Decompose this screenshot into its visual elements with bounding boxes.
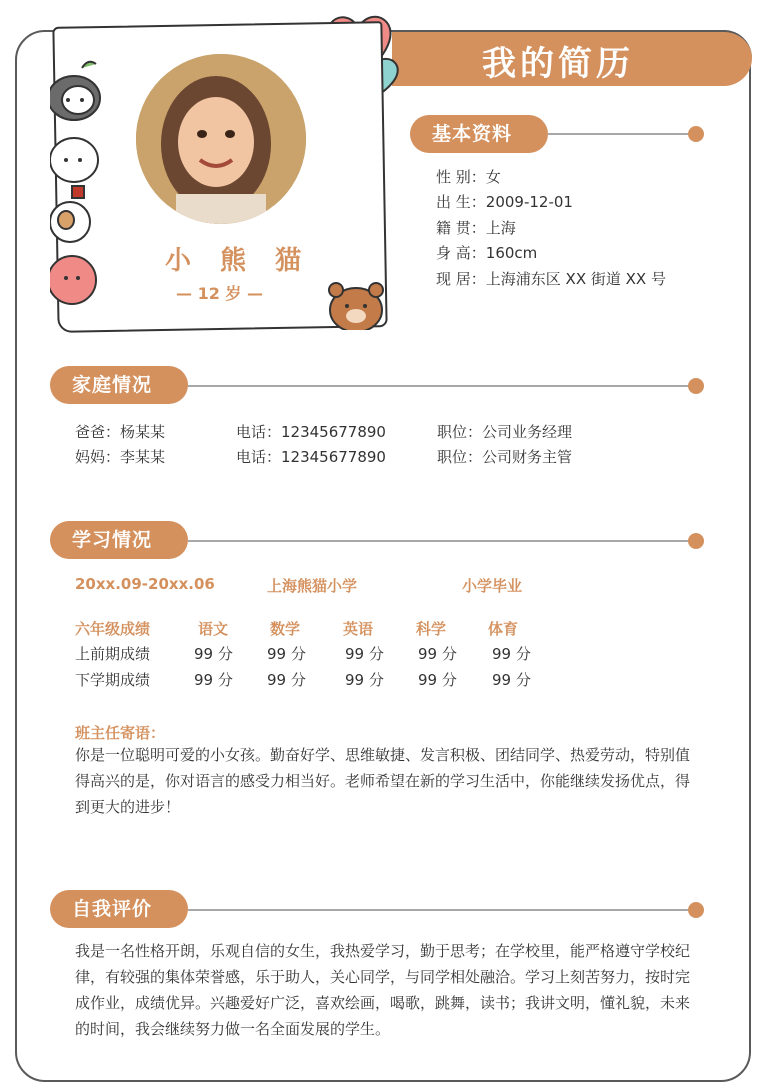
title-bar <box>392 30 752 86</box>
grade-row-1-pe: 99 分 <box>492 645 531 663</box>
grade-header-term: 六年级成绩 <box>75 620 151 638</box>
grade-row-1-english: 99 分 <box>345 645 384 663</box>
profile-photo <box>136 54 306 224</box>
family-mother-phone: 电话：12345677890 <box>236 448 386 466</box>
grade-row-2-term: 下学期成绩 <box>75 671 151 689</box>
grade-row-2-math: 99 分 <box>267 671 306 689</box>
grade-row-2-chinese: 99 分 <box>194 671 233 689</box>
basic-row-gender <box>436 166 501 187</box>
height-value: 160cm <box>485 244 538 262</box>
self-evaluation: 我是一名性格开朗，乐观自信的女生，我热爱学习，勤于思考；在学校里，能严格遵守学校纪律，有较强的集体荣誉感，乐于助人，关心同学，与同学相处融洽。学习上刻苦努力，按时完成作业，成绩优异。兴趣爱好广泛，喜欢绘画，喝歌，跳舞，读书；我讲文明，懂礼貌，未来的时间，我会继续努力做一名全面发展的学生。 <box>75 942 691 1038</box>
study-dot <box>688 533 704 549</box>
grade-header-pe: 体育 <box>488 620 519 638</box>
basic-row-origin <box>436 217 516 238</box>
grade-row-1-term: 上前期成绩 <box>75 645 151 663</box>
profile-name: 小 熊 猫 <box>165 246 312 276</box>
basic-row-birth <box>436 191 573 212</box>
grade-row-2-pe: 99 分 <box>492 671 531 689</box>
page-title: 我的简历 <box>482 44 634 84</box>
grade-header-science: 科学 <box>416 620 447 638</box>
birth-label: 出 生： <box>436 193 486 211</box>
study-divider <box>188 540 690 542</box>
grade-header-chinese: 语文 <box>198 620 229 638</box>
study-heading: 学习情况 <box>50 521 188 559</box>
study-status: 小学毕业 <box>462 577 523 595</box>
study-school: 上海熊猫小学 <box>267 577 358 595</box>
family-divider <box>188 385 690 387</box>
birth-value: 2009-12-01 <box>485 193 573 211</box>
self-dot <box>688 902 704 918</box>
gender-label: 性 别： <box>436 168 486 186</box>
grade-row-1-science: 99 分 <box>418 645 457 663</box>
profile-age: — 12 岁 — <box>176 284 263 303</box>
basic-divider <box>548 133 690 135</box>
basic-row-height <box>436 242 537 263</box>
grade-row-1-chinese: 99 分 <box>194 645 233 663</box>
residence-label: 现 居： <box>436 270 486 288</box>
self-heading: 自我评价 <box>50 890 188 928</box>
origin-value: 上海 <box>485 219 516 237</box>
family-father-phone: 电话：12345677890 <box>236 423 386 441</box>
origin-label: 籍 贯： <box>436 219 486 237</box>
basic-row-residence <box>436 268 666 289</box>
family-father-job: 职位：公司业务经理 <box>437 423 573 441</box>
self-divider <box>188 909 690 911</box>
basic-heading: 基本资料 <box>410 115 548 153</box>
gender-value: 女 <box>485 168 501 186</box>
family-father-member: 爸爸：杨某某 <box>75 423 166 441</box>
height-label: 身 高： <box>436 244 486 262</box>
grade-row-2-english: 99 分 <box>345 671 384 689</box>
teacher-comment: 你是一位聪明可爱的小女孩。勤奋好学、思维敏捷、发言积极、团结同学、热爱劳动，特别值得高兴的是，你对语言的感受力相当好。老师希望在新的学习生活中，你能继续发扬优点，得到更大的进步！ <box>75 746 691 816</box>
family-mother-job: 职位：公司财务主管 <box>437 448 573 466</box>
family-mother-member: 妈妈：李某某 <box>75 448 166 466</box>
family-heading: 家庭情况 <box>50 366 188 404</box>
bear-icon <box>326 278 386 330</box>
grade-header-math: 数学 <box>270 620 301 638</box>
grade-row-2-science: 99 分 <box>418 671 457 689</box>
grade-header-english: 英语 <box>343 620 374 638</box>
basic-dot <box>688 126 704 142</box>
comment-title: 班主任寄语： <box>75 724 166 742</box>
study-period: 20xx.09-20xx.06 <box>75 575 215 593</box>
child-portrait-icon <box>136 54 306 224</box>
residence-value: 上海浦东区 XX 街道 XX 号 <box>485 270 666 288</box>
grade-row-1-math: 99 分 <box>267 645 306 663</box>
cat-animals-icon <box>50 60 106 310</box>
family-dot <box>688 378 704 394</box>
